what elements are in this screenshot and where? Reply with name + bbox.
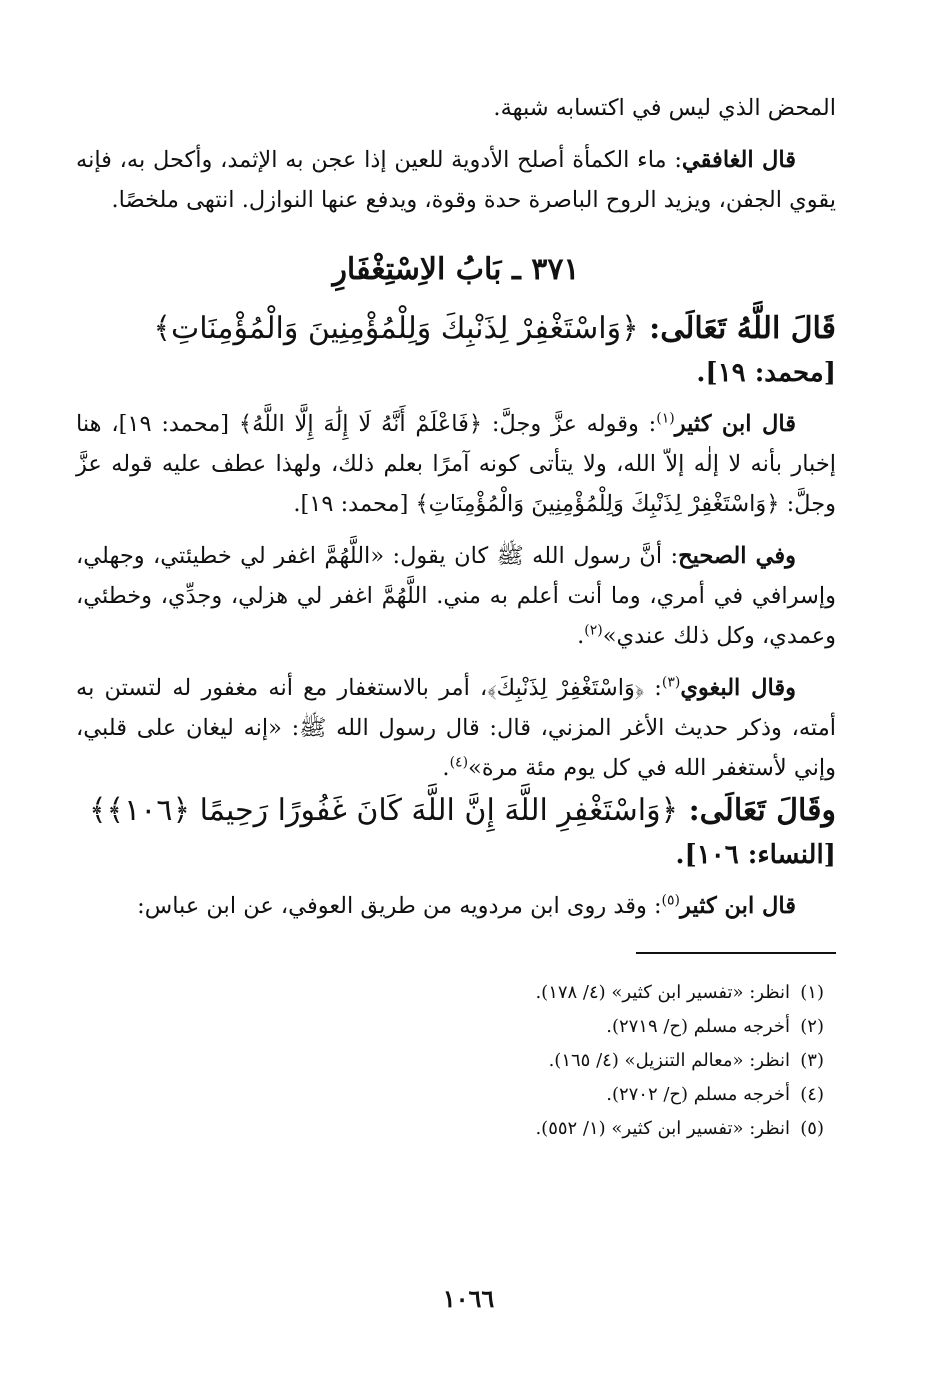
paragraph-text: : وقد روى ابن مردويه من طريق العوفي، عن ابن عباس:: [137, 893, 662, 919]
footnote-marker: (٤): [449, 754, 469, 771]
paragraph-text: : ﴿وَاسْتَغْفِرْ لِذَنْبِكَ﴾، أمر بالاستغفار مع أنه مغفور له لتستن به أمته، وذكر حديث الأغر المزني، قال: قال رسول الله ﷺ: «إنه ليغان على قلبي، وإني لأستغفر الله في كل يوم مئة مرة»: [76, 675, 836, 781]
paragraph-ibn-kathir-2: [76, 886, 836, 926]
footnote-marker: (١): [656, 410, 675, 427]
footnote-number: (٣): [800, 1050, 824, 1071]
paragraph-text: : أنَّ رسول الله ﷺ كان يقول: «اللَّهُمَّ اغفر لي خطيئتي، وجهلي، وإسرافي في أمري، وما أنت أعلم به مني. اللَّهُمَّ اغفر لي هزلي، وجدِّي، وخطئي، وعمدي، وكل ذلك عندي»: [76, 543, 836, 649]
paragraph-lead: قال ابن كثير: [680, 893, 796, 919]
page-number: ١٠٦٦: [442, 1284, 495, 1313]
footnote-text: انظر: «معالم التنزيل» (٤/ ١٦٥).: [548, 1050, 790, 1071]
footnote-marker: (٢): [584, 622, 603, 639]
footnote-text: انظر: «تفسير ابن كثير» (١/ ٥٥٢).: [535, 1118, 790, 1139]
verse-lead: قَالَ اللَّهُ تَعَالَى:: [649, 311, 836, 346]
footnote: [76, 976, 836, 1010]
paragraph-lead: قال الغافقي: [681, 147, 796, 173]
paragraph-lead: قال ابن كثير: [674, 411, 796, 437]
paragraph-ibn-kathir-1: [76, 404, 836, 524]
footnote-number: (٢): [800, 1016, 824, 1037]
paragraph-text: : ماء الكمأة أصلح الأدوية للعين إذا عجن به الإثمد، وأكحل به، فإنه يقوي الجفن، ويزيد الروح الباصرة حدة وقوة، ويدفع عنها النوازل. انتهى ملخصًا.: [76, 147, 836, 213]
page-body: [76, 88, 836, 1146]
footnotes: [76, 976, 836, 1146]
paragraph-lead: وقال البغوي: [680, 675, 796, 701]
paragraph-baghawi: [76, 668, 836, 788]
paragraph-continuation: [76, 88, 836, 128]
verse-heading-2: [76, 788, 836, 834]
paragraph-ghafiqi: [76, 140, 836, 220]
paragraph-end: .: [577, 623, 585, 649]
footnote-number: (٥): [800, 1118, 824, 1139]
chapter-title: ٣٧١ ـ بَابُ الاِسْتِغْفَارِ: [332, 252, 580, 287]
verse-lead: وقَالَ تَعَالَى:: [688, 793, 836, 828]
footnote: [76, 1112, 836, 1146]
footnote-number: (١): [800, 982, 824, 1003]
footnote-text: أخرجه مسلم (ح/ ٢٧٠٢).: [606, 1084, 790, 1105]
footnote: [76, 1010, 836, 1044]
footnote-marker: (٥): [661, 892, 681, 909]
paragraph-lead: وفي الصحيح: [678, 543, 796, 569]
paragraph-text: المحض الذي ليس في اكتسابه شبهة.: [493, 95, 836, 121]
footnote-number: (٤): [800, 1084, 824, 1105]
footnote: [76, 1044, 836, 1078]
footnote-marker: (٣): [661, 674, 681, 691]
paragraph-sahih: [76, 536, 836, 656]
footnote-text: انظر: «تفسير ابن كثير» (٤/ ١٧٨).: [535, 982, 790, 1003]
quran-verse: ﴿وَاسْتَغْفِرِ اللَّهَ إِنَّ اللَّهَ كَانَ غَفُورًا رَحِيمًا ﴿١٠٦﴾﴾: [88, 793, 679, 828]
verse-reference-1: [محمد: ١٩].: [696, 358, 836, 388]
footnote-divider: [636, 952, 836, 954]
footnote-text: أخرجه مسلم (ح/ ٢٧١٩).: [606, 1016, 790, 1037]
paragraph-text: : وقوله عزَّ وجلَّ: ﴿فَاعْلَمْ أَنَّهُ لَا إِلَٰهَ إِلَّا اللَّهُ﴾ [محمد: ١٩]، هنا إخبار بأنه لا إلٰه إلاّ الله، ولا يتأتى كونه آمرًا بعلم ذلك، ولهذا عطف عليه قوله عزَّ وجلَّ: ﴿وَاسْتَغْفِرْ لِذَنْبِكَ وَلِلْمُؤْمِنِينَ وَالْمُؤْمِنَاتِ﴾ [محمد: ١٩].: [76, 411, 836, 517]
quran-verse: ﴿وَاسْتَغْفِرْ لِذَنْبِكَ وَلِلْمُؤْمِنِينَ وَالْمُؤْمِنَاتِ﴾: [153, 311, 639, 346]
footnote: [76, 1078, 836, 1112]
verse-heading-1: [76, 306, 836, 352]
paragraph-end: .: [442, 755, 450, 781]
verse-reference-2: [النساء: ١٠٦].: [675, 840, 836, 870]
